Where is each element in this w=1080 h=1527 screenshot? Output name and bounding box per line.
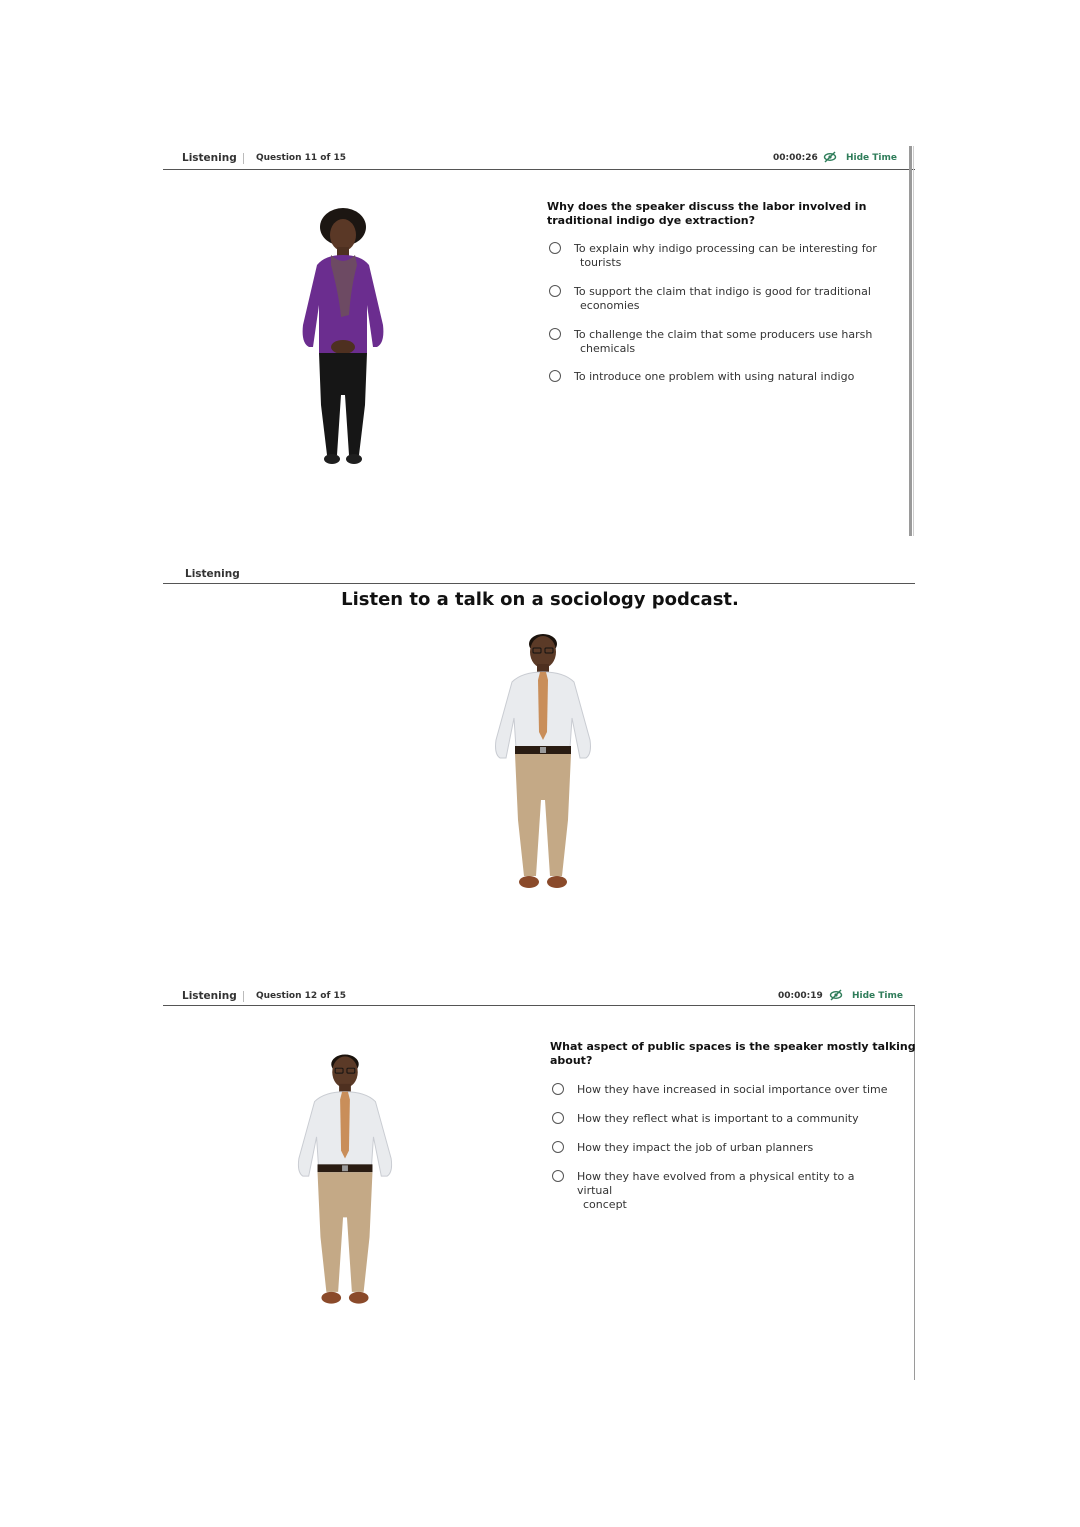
panel1-right-border xyxy=(909,146,912,536)
option-line-1: How they have increased in social importance over time xyxy=(577,1083,888,1096)
question-line-2: traditional indigo dye extraction? xyxy=(547,214,756,227)
radio-button[interactable] xyxy=(552,1141,564,1153)
section-label: Listening xyxy=(182,990,237,1002)
question-line-2: about? xyxy=(550,1054,593,1067)
radio-button[interactable] xyxy=(552,1112,564,1124)
radio-button[interactable] xyxy=(549,242,561,254)
option-text xyxy=(577,1170,892,1212)
answer-option-1[interactable] xyxy=(549,242,879,270)
hide-time-button[interactable]: Hide Time xyxy=(846,153,898,163)
answer-option-2[interactable] xyxy=(552,1112,892,1128)
option-text xyxy=(574,242,877,270)
option-text xyxy=(577,1083,888,1097)
option-line-1: To introduce one problem with using natural indigo xyxy=(574,370,855,383)
hide-time-button[interactable]: Hide Time xyxy=(852,991,904,1001)
option-line-2: economies xyxy=(580,299,640,312)
option-line-1: How they reflect what is important to a community xyxy=(577,1112,859,1125)
option-line-1: To explain why indigo processing can be interesting for xyxy=(574,242,877,255)
question-counter: Question 12 of 15 xyxy=(256,991,347,1001)
option-line-1: To support the claim that indigo is good for traditional xyxy=(574,285,871,298)
option-line-1: How they impact the job of urban planners xyxy=(577,1141,814,1154)
intro-title: Listen to a talk on a sociology podcast. xyxy=(341,589,739,610)
answer-option-2[interactable] xyxy=(549,285,879,313)
option-text xyxy=(574,285,871,313)
option-text xyxy=(574,328,872,356)
question-text xyxy=(547,200,866,228)
option-line-1: To challenge the claim that some producers use harsh xyxy=(574,328,873,341)
option-line-1: How they have evolved from a physical entity to a virtual xyxy=(577,1170,855,1197)
option-line-2: concept xyxy=(583,1198,627,1211)
panel1-header xyxy=(163,146,915,170)
answer-option-1[interactable] xyxy=(552,1083,892,1099)
answer-option-3[interactable] xyxy=(549,328,879,356)
answer-option-4[interactable] xyxy=(549,370,879,386)
eye-slash-icon[interactable] xyxy=(829,989,843,1001)
woman-speaker-figure xyxy=(295,205,395,477)
timer: 00:00:26 xyxy=(773,153,818,163)
man-speaker-figure xyxy=(490,630,596,898)
man-speaker-figure xyxy=(293,1047,397,1317)
timer: 00:00:19 xyxy=(778,991,823,1001)
header-divider xyxy=(243,153,244,164)
radio-button[interactable] xyxy=(552,1083,564,1095)
question-line-1: What aspect of public spaces is the speaker mostly talking xyxy=(550,1040,916,1053)
radio-button[interactable] xyxy=(552,1170,564,1182)
radio-button[interactable] xyxy=(549,370,561,382)
option-line-2: tourists xyxy=(580,256,622,269)
header-divider xyxy=(243,991,244,1002)
panel2-header xyxy=(163,560,915,584)
option-text xyxy=(574,370,854,384)
section-label: Listening xyxy=(182,152,237,164)
panel3-header xyxy=(163,982,915,1006)
section-label: Listening xyxy=(185,568,240,580)
radio-button[interactable] xyxy=(549,285,561,297)
answer-option-3[interactable] xyxy=(552,1141,892,1157)
option-text xyxy=(577,1112,859,1126)
question-counter: Question 11 of 15 xyxy=(256,153,347,163)
panel1-right-border-shadow xyxy=(913,146,914,536)
question-text xyxy=(550,1040,916,1068)
answer-option-4[interactable] xyxy=(552,1170,892,1211)
radio-button[interactable] xyxy=(549,328,561,340)
option-text xyxy=(577,1141,813,1155)
option-line-2: chemicals xyxy=(580,342,636,355)
question-line-1: Why does the speaker discuss the labor involved in xyxy=(547,200,867,213)
eye-slash-icon[interactable] xyxy=(823,151,837,163)
